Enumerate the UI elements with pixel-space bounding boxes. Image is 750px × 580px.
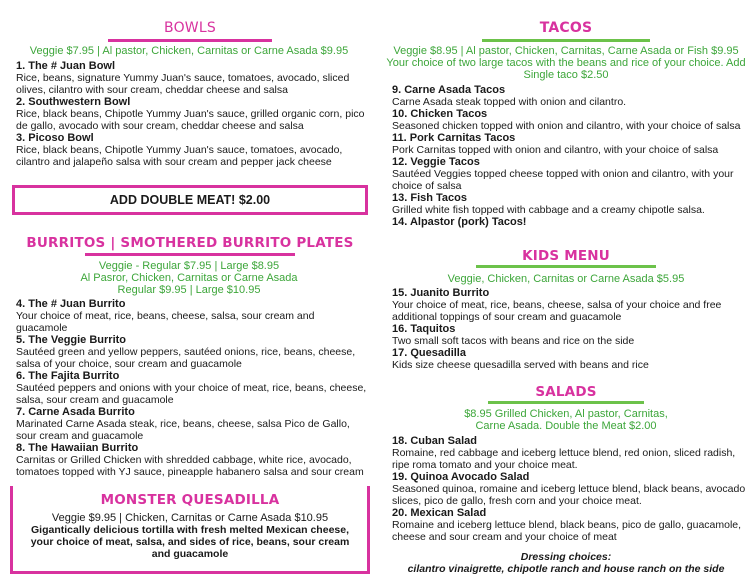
item-title: 5. The Veggie Burrito [16,334,127,346]
item-title: 4. The # Juan Burrito [16,298,126,310]
list-item [16,334,368,370]
salads-price-line: $8.95 Grilled Chicken, Al pastor, Carnitas, [464,408,668,420]
bowls-divider [108,39,272,42]
item-title: 12. Veggie Tacos [392,156,480,168]
item-desc: Kids size cheese quesadilla served with beans and rice [392,359,649,371]
quesadilla-price-line: Veggie $9.95 | Chicken, Carnitas or Carne Asada $10.95 [51,512,329,524]
item-desc: Carnitas or Grilled Chicken with shredded cabbage, white rice, avocado, tomatoes topped with YJ sauce, pineapple habanero salsa and sour cream [16,454,364,478]
item-desc: Marinated Carne Asada steak, rice, beans, cheese, salsa Pico de Gallo, sour cream and guacamole [16,418,350,442]
burritos-heading: BURRITOS | SMOTHERED BURRITO PLATES [26,235,354,251]
list-item [16,132,368,168]
list-item [392,132,748,156]
kids-heading: KIDS MENU [522,248,610,264]
salads-divider [488,401,644,404]
item-desc: Your choice of meat, rice, beans, cheese, salsa, sour cream and guacamole [16,310,315,334]
list-item [16,60,368,96]
item-title: 3. Picoso Bowl [16,132,94,144]
item-desc: Rice, beans, signature Yummy Juan's sauce, tomatoes, avocado, sliced olives, cilantro with sour cream, cheddar cheese and salsa [16,72,350,96]
list-item [392,287,748,323]
list-item [392,84,748,108]
item-desc: Sautéed peppers and onions with your choice of meat, rice, beans, cheese, salsa, sour cream and guacamole [16,382,367,406]
item-title: 6. The Fajita Burrito [16,370,120,382]
item-desc: Sautéed Veggies topped cheese topped with onion and cilantro, with your choice of salsa [392,168,734,192]
item-title: 20. Mexican Salad [392,507,487,519]
double-meat-box: ADD DOUBLE MEAT! $2.00 [12,185,368,215]
list-item [392,192,748,216]
list-item [392,471,748,507]
item-desc: Grilled white fish topped with cabbage and a creamy chipotle salsa. [392,204,705,216]
kids-price-line: Veggie, Chicken, Carnitas or Carne Asada $5.95 [447,273,685,285]
item-title: 18. Cuban Salad [392,435,477,447]
item-title: 9. Carne Asada Tacos [392,84,506,96]
item-desc: Romaine, red cabbage and iceberg lettuce blend, red onion, sliced radish, ripe roma tomato and your choice meat. [392,447,736,471]
item-title: 2. Southwestern Bowl [16,96,131,108]
quesadilla-desc: Gigantically delicious tortilla with fresh melted Mexican cheese, your choice of meat, salsa, and sides of rice, beans, sour cream and guacamole [30,524,350,560]
kids-divider [476,265,656,268]
item-title: 13. Fish Tacos [392,192,467,204]
quesadilla-heading: MONSTER QUESADILLA [100,492,280,508]
item-desc: Your choice of meat, rice, beans, cheese, salsa of your choice and free additional toppings of sour cream and guacamole [392,299,722,323]
item-title: 1. The # Juan Bowl [16,60,116,72]
burritos-price-block [8,260,370,296]
item-desc: Pork Carnitas topped with onion and cilantro, with your choice of salsa [392,144,719,156]
tacos-extra: 14. Alpastor (pork) Tacos! [392,216,527,228]
tacos-price-line: Your choice of two large tacos with the beans and rice of your choice. Add [386,57,746,69]
list-item [16,406,368,442]
list-item [392,507,748,543]
list-item [392,347,748,371]
item-desc: Seasoned quinoa, romaine and iceberg lettuce blend, black beans, avocado slices, pico de gallo, fresh corn and your choice meat. [392,483,746,507]
item-desc: Sautéed green and yellow peppers, sautéed onions, rice, beans, cheese, salsa of your choice, sour cream and guacamole [16,346,356,370]
bowls-list [16,60,368,168]
bowls-price-line: Veggie $7.95 | Al pastor, Chicken, Carnitas or Carne Asada $9.95 [29,45,349,57]
list-item [16,96,368,132]
burritos-divider [85,253,295,256]
bowls-heading: BOWLS [164,20,216,36]
item-title: 17. Quesadilla [392,347,466,359]
list-item [392,108,748,132]
item-desc: Rice, black beans, Chipotle Yummy Juan's sauce, grilled organic corn, pico de gallo, avocado with sour cream, cheddar cheese and salsa [16,108,365,132]
tacos-price-line: Veggie $8.95 | Al pastor, Chicken, Carnitas, Carne Asada or Fish $9.95 [393,45,739,57]
item-title: 10. Chicken Tacos [392,108,488,120]
list-item [16,370,368,406]
salads-price-line: Carne Asada. Double the Meat $2.00 [475,420,657,432]
item-title: 15. Juanito Burrito [392,287,490,299]
item-title: 19. Quinoa Avocado Salad [392,471,530,483]
tacos-divider [482,39,650,42]
burritos-price-line: Al Pasror, Chicken, Carnitas or Carne Asada [80,272,298,284]
dressing-list: cilantro vinaigrette, chipotle ranch and house ranch on the side [407,563,725,575]
item-desc: Carne Asada steak topped with onion and cilantro. [392,96,627,108]
dressing-title: Dressing choices: [520,551,612,563]
list-item [392,323,748,347]
tacos-price-block [386,45,746,81]
salads-heading: SALADS [535,384,597,400]
item-desc: Rice, black beans, Chipotle Yummy Juan's sauce, tomatoes, avocado, cilantro and jalapeño salsa with sour cream and pepper jack cheese [16,144,343,168]
item-title: 11. Pork Carnitas Tacos [392,132,516,144]
list-item [16,298,368,334]
salads-price-block [386,408,746,432]
burritos-price-line: Veggie - Regular $7.95 | Large $8.95 [98,260,280,272]
tacos-price-line: Single taco $2.50 [523,69,609,81]
item-title: 16. Taquitos [392,323,456,335]
item-desc: Seasoned chicken topped with onion and cilantro, with your choice of salsa [392,120,741,132]
tacos-list [392,84,748,228]
list-item [392,156,748,192]
salads-list [392,435,748,543]
item-desc: Two small soft tacos with beans and rice on the side [392,335,635,347]
item-desc: Romaine and iceberg lettuce blend, black beans, pico de gallo, guacamole, cheese and sour cream and your choice of meat [392,519,742,543]
tacos-heading: TACOS [539,20,593,36]
list-item [392,435,748,471]
item-title: 8. The Hawaiian Burrito [16,442,139,454]
list-item [16,442,368,478]
burritos-price-line: Regular $9.95 | Large $10.95 [117,284,261,296]
kids-list [392,287,748,371]
item-title: 7. Carne Asada Burrito [16,406,135,418]
burritos-list [16,298,368,478]
